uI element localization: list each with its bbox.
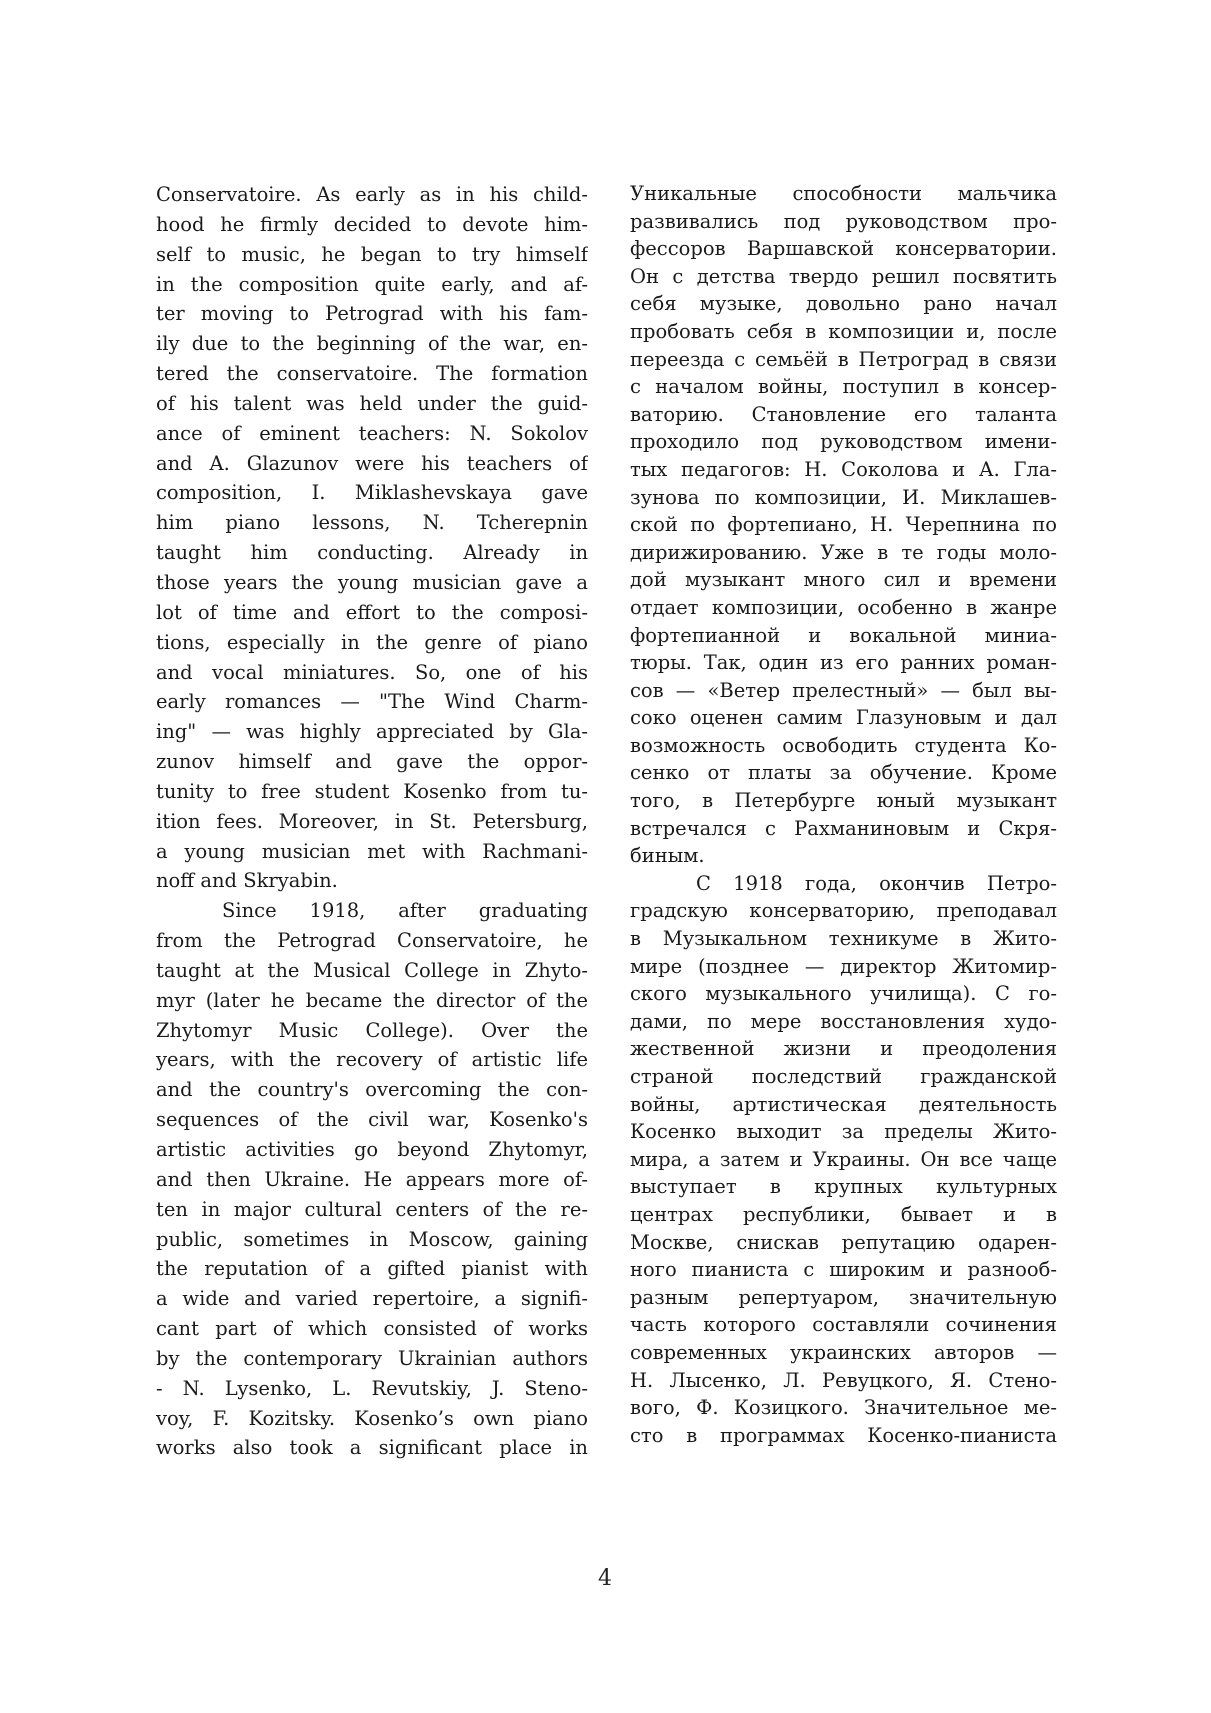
text-line: tered the conservatoire. The formation bbox=[156, 362, 588, 386]
text-line: того, в Петербурге юный музыкант bbox=[630, 789, 1057, 813]
text-line: тых педагогов: Н. Соколова и А. Гла- bbox=[630, 457, 1057, 481]
english-text-column bbox=[156, 180, 588, 1463]
text-line: мира, а затем и Украины. Он все чаще bbox=[630, 1147, 1057, 1171]
text-line: sequences of the civil war, Kosenko's bbox=[156, 1108, 588, 1132]
text-line: Since 1918, after graduating bbox=[222, 899, 588, 923]
text-line: разным репертуаром, значительную bbox=[630, 1285, 1057, 1309]
text-line: сов — «Ветер прелестный» — был вы- bbox=[630, 678, 1057, 702]
text-line: composition, I. Miklashevskaya gave bbox=[156, 481, 588, 505]
text-line: him piano lessons, N. Tcherepnin bbox=[156, 511, 588, 535]
text-line: ance of eminent teachers: N. Sokolov bbox=[156, 421, 588, 445]
text-line: those years the young musician gave a bbox=[156, 570, 588, 594]
text-line: сто в программах Косенко-пианиста bbox=[630, 1423, 1057, 1447]
text-line: развивались под руководством про- bbox=[630, 209, 1057, 233]
text-line: с началом войны, поступил в консер- bbox=[630, 375, 1057, 399]
text-line: taught at the Musical College in Zhyto- bbox=[156, 958, 588, 982]
text-line: Москве, снискав репутацию одарен- bbox=[630, 1230, 1057, 1254]
text-line: войны, артистическая деятельность bbox=[630, 1092, 1057, 1116]
text-line: and vocal miniatures. So, one of his bbox=[156, 660, 588, 684]
text-line: возможность освободить студента Ко- bbox=[630, 733, 1057, 757]
text-line: zunov himself and gave the oppor- bbox=[156, 750, 588, 774]
text-line: ного пианиста с широким и разнооб- bbox=[630, 1258, 1057, 1282]
text-line: ition fees. Moreover, in St. Petersburg, bbox=[156, 809, 588, 833]
text-line: years, with the recovery of artistic life bbox=[156, 1048, 588, 1072]
text-line: lot of time and effort to the composi- bbox=[156, 600, 588, 624]
text-line: Conservatoire. As early as in his child- bbox=[156, 183, 588, 206]
text-line: пробовать себя в композиции и, после bbox=[630, 319, 1057, 343]
text-line: tunity to free student Kosenko from tu- bbox=[156, 779, 588, 803]
text-line: мире (позднее — директор Житомир- bbox=[630, 954, 1057, 978]
text-line: центрах республики, бывает и в bbox=[630, 1202, 1057, 1226]
text-line: ily due to the beginning of the war, en- bbox=[156, 332, 588, 356]
text-line: жественной жизни и преодоления bbox=[630, 1037, 1057, 1061]
text-line: ter moving to Petrograd with his fam- bbox=[156, 302, 588, 326]
text-line: фортепианной и вокальной миниа- bbox=[630, 623, 1057, 647]
text-line: выступает в крупных культурных bbox=[630, 1175, 1057, 1199]
text-line: фессоров Варшавской консерватории. bbox=[630, 237, 1057, 261]
text-line: Н. Лысенко, Л. Ревуцкого, Я. Стено- bbox=[630, 1368, 1057, 1392]
text-line: дами, по мере восстановления худо- bbox=[630, 1009, 1057, 1033]
text-line: Уникальные способности мальчика bbox=[630, 182, 1057, 205]
text-line: Zhytomyr Music College). Over the bbox=[156, 1018, 588, 1042]
text-line: градскую консерваторию, преподавал bbox=[630, 899, 1057, 923]
text-line: and then Ukraine. He appears more of- bbox=[156, 1167, 588, 1191]
text-line: - N. Lysenko, L. Revutskiy, J. Steno- bbox=[156, 1376, 588, 1400]
text-line: hood he firmly decided to devote him- bbox=[156, 212, 588, 236]
text-line: and the country's overcoming the con- bbox=[156, 1078, 588, 1102]
text-line: часть которого составляли сочинения bbox=[630, 1313, 1057, 1337]
text-line: себя музыке, довольно рано начал bbox=[630, 292, 1057, 316]
text-line: С 1918 года, окончив Петро- bbox=[696, 871, 1057, 895]
text-line: tions, especially in the genre of piano bbox=[156, 630, 588, 654]
text-line: artistic activities go beyond Zhytomyr, bbox=[156, 1138, 588, 1161]
text-line: noff and Skryabin. bbox=[156, 869, 338, 893]
text-line: отдает композиции, особенно в жанре bbox=[630, 595, 1057, 619]
text-line: вого, Ф. Козицкого. Значительное ме- bbox=[630, 1396, 1057, 1420]
text-line: проходило под руководством имени- bbox=[630, 430, 1057, 454]
text-line: the reputation of a gifted pianist with bbox=[156, 1257, 588, 1281]
text-line: в Музыкальном техникуме в Жито- bbox=[630, 927, 1057, 951]
text-line: voy, F. Kozitsky. Kosenko’s own piano bbox=[156, 1406, 588, 1430]
text-line: from the Petrograd Conservatoire, he bbox=[156, 929, 588, 953]
text-line: taught him conducting. Already in bbox=[156, 541, 588, 565]
page-number: 4 bbox=[598, 1566, 612, 1591]
text-line: and A. Glazunov were his teachers of bbox=[156, 451, 588, 475]
text-line: in the composition quite early, and af- bbox=[156, 272, 588, 296]
text-line: страной последствий гражданской bbox=[630, 1065, 1057, 1088]
text-line: a wide and varied repertoire, a signifi- bbox=[156, 1287, 588, 1311]
text-line: дирижированию. Уже в те годы моло- bbox=[630, 540, 1057, 564]
text-line: by the contemporary Ukrainian authors bbox=[156, 1346, 588, 1370]
text-line: тюры. Так, один из его ранних роман- bbox=[630, 651, 1057, 675]
text-line: соко оценен самим Глазуновым и дал bbox=[630, 706, 1057, 730]
text-line: переезда с семьёй в Петроград в связи bbox=[630, 347, 1057, 371]
text-line: self to music, he began to try himself bbox=[156, 242, 588, 266]
text-line: early romances — "The Wind Charm- bbox=[156, 690, 588, 714]
text-line: works also took a significant place in bbox=[156, 1436, 588, 1460]
text-line: дой музыкант много сил и времени bbox=[630, 568, 1057, 592]
text-line: современных украинских авторов — bbox=[630, 1340, 1057, 1364]
text-line: ского музыкального училища). С го- bbox=[630, 982, 1057, 1006]
text-line: сенко от платы за обучение. Кроме bbox=[630, 761, 1057, 785]
text-line: ской по фортепиано, Н. Черепнина по bbox=[630, 513, 1057, 537]
text-line: встречался с Рахманиновым и Скря- bbox=[630, 816, 1057, 840]
text-line: Он с детства твердо решил посвятить bbox=[630, 264, 1057, 288]
text-line: ten in major cultural centers of the re- bbox=[156, 1197, 588, 1221]
text-line: зунова по композиции, И. Миклашев- bbox=[630, 485, 1057, 509]
text-line: Косенко выходит за пределы Жито- bbox=[630, 1120, 1057, 1144]
text-line: cant part of which consisted of works bbox=[156, 1317, 588, 1341]
text-line: myr (later he became the director of the bbox=[156, 988, 588, 1012]
russian-text-column bbox=[630, 180, 1057, 1449]
text-line: ваторию. Становление его таланта bbox=[630, 402, 1057, 426]
text-line: ing" — was highly appreciated by Gla- bbox=[156, 720, 588, 744]
text-line: биным. bbox=[630, 844, 705, 868]
text-line: public, sometimes in Moscow, gaining bbox=[156, 1227, 588, 1251]
text-line: of his talent was held under the guid- bbox=[156, 391, 588, 415]
text-line: a young musician met with Rachmani- bbox=[156, 839, 588, 863]
